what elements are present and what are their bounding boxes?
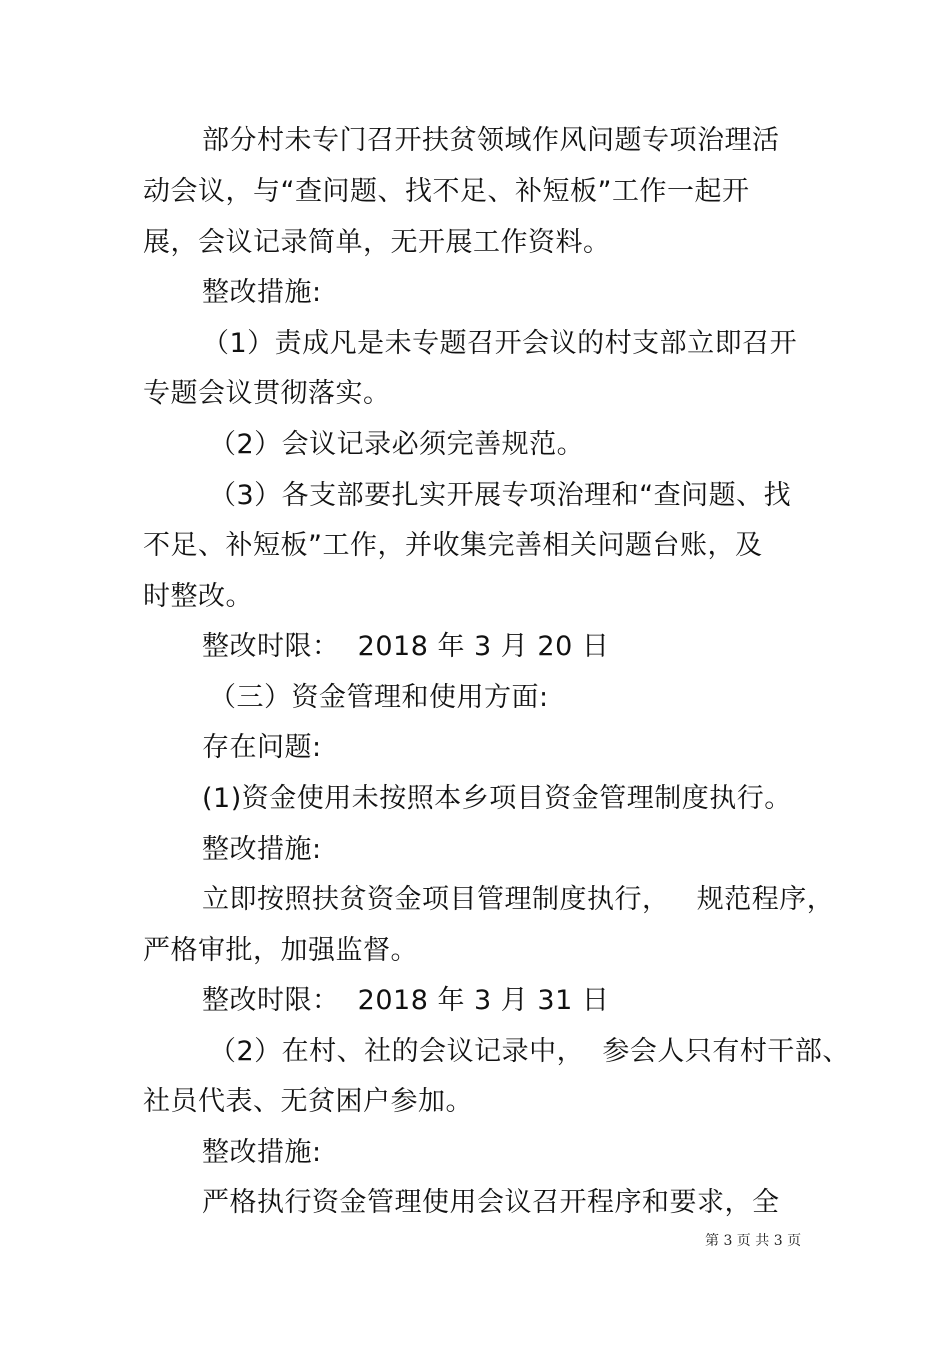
paragraph-line-3: 展，会议记录简单，无开展工作资料。 [143, 227, 611, 258]
problem-item-2: （2）在村、社的会议记录中， 参会人只有村干部、 [209, 1036, 850, 1067]
section-heading-measures-1: 整改措施: [202, 277, 322, 308]
section-heading-measures-3: 整改措施: [202, 1137, 322, 1168]
section-heading-measures-2: 整改措施: [202, 834, 322, 865]
measure-text-2: 严格执行资金管理使用会议召开程序和要求，全 [202, 1187, 780, 1218]
measure-item-1-cont: 专题会议贯彻落实。 [143, 378, 391, 409]
measure-text-1: 立即按照扶贫资金项目管理制度执行， 规范程序， [202, 884, 835, 915]
deadline-1: 整改时限： 2018 年 3 月 20 日 [202, 631, 610, 662]
problem-item-1: (1)资金使用未按照本乡项目资金管理制度执行。 [202, 783, 792, 814]
measure-item-3: （3）各支部要扎实开展专项治理和“查问题、找 [209, 480, 792, 511]
problem-item-2-cont: 社员代表、无贫困户参加。 [143, 1086, 473, 1117]
section-heading-problems: 存在问题: [202, 732, 322, 763]
paragraph-line-1: 部分村未专门召开扶贫领域作风问题专项治理活 [202, 125, 780, 156]
measure-item-2: （2）会议记录必须完善规范。 [209, 429, 585, 460]
paragraph-line-2: 动会议，与“查问题、找不足、补短板”工作一起开 [143, 176, 750, 207]
page-footer: 第 3 页 共 3 页 [705, 1233, 802, 1249]
measure-item-1: （1）责成凡是未专题召开会议的村支部立即召开 [202, 328, 798, 359]
measure-item-3-cont-2: 时整改。 [143, 581, 253, 612]
measure-item-3-cont: 不足、补短板”工作，并收集完善相关问题台账，及 [143, 530, 763, 561]
section-heading-funds: （三）资金管理和使用方面: [209, 682, 549, 713]
measure-text-1-cont: 严格审批，加强监督。 [143, 935, 418, 966]
deadline-2: 整改时限： 2018 年 3 月 31 日 [202, 985, 610, 1016]
